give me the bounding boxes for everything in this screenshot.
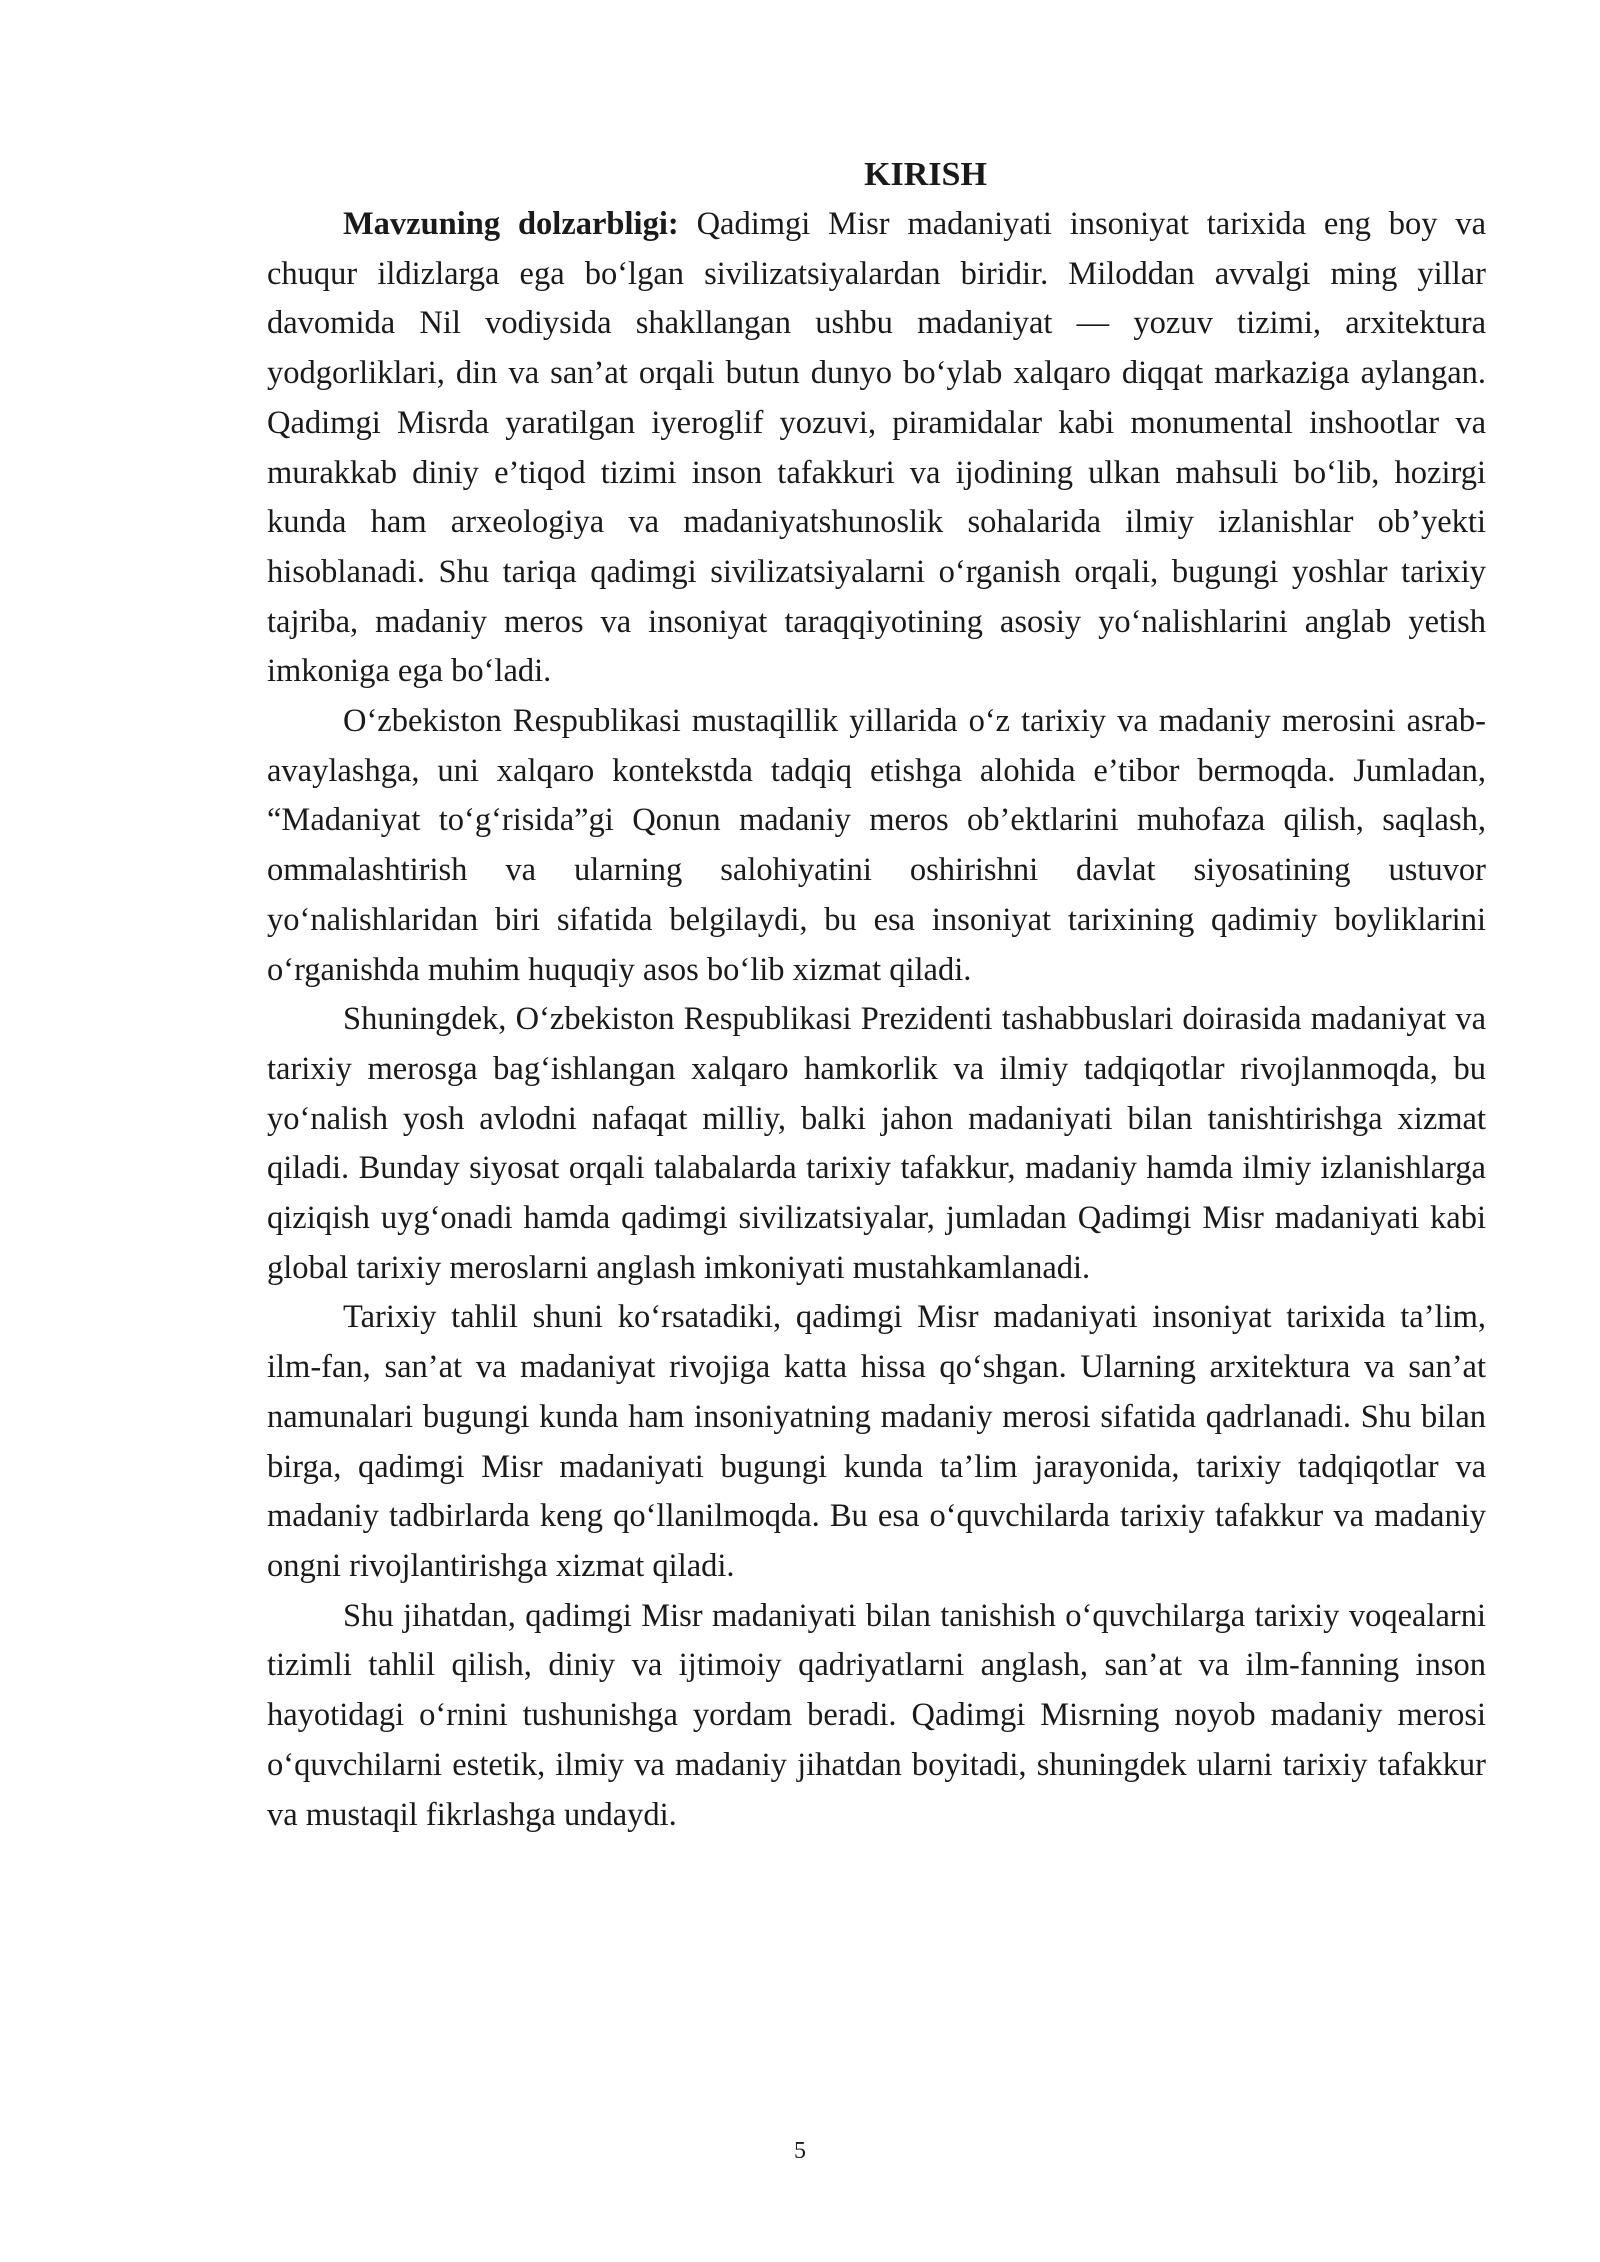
paragraph-lead: Mavzuning dolzarbligi: (343, 206, 679, 242)
paragraph-relevance (267, 200, 1486, 697)
paragraph-uzbekistan-heritage: O‘zbekiston Respublikasi mustaqillik yillarida o‘z tarixiy va madaniy merosini asrab-avaylashga, uni xalqaro kontekstda tadqiq etishga alohida e’tibor bermoqda. Jumladan, “Madaniyat to‘g‘risida”gi Qonun madaniy meros ob’ektlarini muhofaza qilish, saqlash, ommalashtirish va ularning salohiyatini oshirishni davlat siyosatining ustuvor yo‘nalishlaridan biri sifatida belgilaydi, bu esa insoniyat tarixining qadimiy boyliklarini o‘rganishda muhim huquqiy asos bo‘lib xizmat qiladi. (267, 703, 1486, 988)
paragraph-president-initiatives: Shuningdek, O‘zbekiston Respublikasi Prezidenti tashabbuslari doirasida madaniyat va tarixiy merosga bag‘ishlangan xalqaro hamkorlik va ilmiy tadqiqotlar rivojlanmoqda, bu yo‘nalish yosh avlodni nafaqat milliy, balki jahon madaniyati bilan tanishtirishga xizmat qiladi. Bunday siyosat orqali talabalarda tarixiy tafakkur, madaniy hamda ilmiy izlanishlarga qiziqish uyg‘onadi hamda qadimgi sivilizatsiyalar, jumladan Qadimgi Misr madaniyati kabi global tarixiy meroslarni anglash imkoniyati mustahkamlanadi. (267, 1001, 1486, 1286)
paragraph-text: Qadimgi Misr madaniyati insoniyat tarixida eng boy va chuqur ildizlarga ega bo‘lgan sivilizatsiyalardan biridir. Miloddan avvalgi ming yillar davomida Nil vodiysida shakllangan ushbu madaniyat — yozuv tizimi, arxitektura yodgorliklari, din va san’at orqali butun dunyo bo‘ylab xalqaro diqqat markaziga aylangan. Qadimgi Misrda yaratilgan iyeroglif yozuvi, piramidalar kabi monumental inshootlar va murakkab diniy e’tiqod tizimi inson tafakkuri va ijodining ulkan mahsuli bo‘lib, hozirgi kunda ham arxeologiya va madaniyatshunoslik sohalarida ilmiy izlanishlar ob’yekti hisoblanadi. Shu tariqa qadimgi sivilizatsiyalarni o‘rganish orqali, bugungi yoshlar tarixiy tajriba, madaniy meros va insoniyat taraqqiyotining asosiy yo‘nalishlarini anglab yetish imkoniga ega bo‘ladi. (267, 206, 1486, 690)
page-number: 5 (794, 2138, 806, 2164)
section-heading: KIRISH (864, 156, 987, 193)
paragraph-conclusion: Shu jihatdan, qadimgi Misr madaniyati bilan tanishish o‘quvchilarga tarixiy voqealarni tizimli tahlil qilish, diniy va ijtimoiy qadriyatlarni anglash, san’at va ilm-fanning inson hayotidagi o‘rnini tushunishga yordam beradi. Qadimgi Misrning noyob madaniy merosi o‘quvchilarni estetik, ilmiy va madaniy jihatdan boyitadi, shuningdek ularni tarixiy tafakkur va mustaqil fikrlashga undaydi. (267, 1597, 1486, 1833)
document-page (267, 150, 1486, 1840)
paragraph-historical-analysis: Tarixiy tahlil shuni ko‘rsatadiki, qadimgi Misr madaniyati insoniyat tarixida ta’lim, ilm-fan, san’at va madaniyat rivojiga katta hissa qo‘shgan. Ularning arxitektura va san’at namunalari bugungi kunda ham insoniyatning madaniy merosi sifatida qadrlanadi. Shu bilan birga, qadimgi Misr madaniyati bugungi kunda ta’lim jarayonida, tarixiy tadqiqotlar va madaniy tadbirlarda keng qo‘llanilmoqda. Bu esa o‘quvchilarda tarixiy tafakkur va madaniy ongni rivojlantirishga xizmat qiladi. (267, 1299, 1486, 1584)
